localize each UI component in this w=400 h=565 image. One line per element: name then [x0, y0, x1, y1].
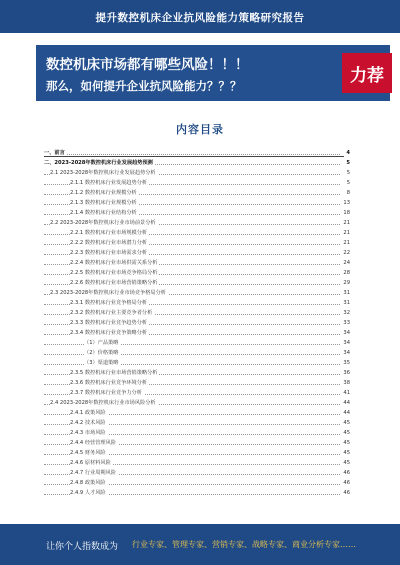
toc-page-number: 31 [343, 300, 350, 306]
toc-entry-text: 2.4.3 市场风险 [70, 430, 106, 436]
toc-page-number: 28 [343, 270, 350, 276]
toc-entry-text: 2.2.4 数控机床行业市场供需关系分析 [70, 260, 158, 266]
toc-page-number: 34 [343, 330, 350, 336]
toc-entry[interactable] [44, 368, 350, 378]
toc-page-number: 32 [343, 310, 350, 316]
toc-entry[interactable] [44, 208, 350, 218]
toc-entry-text: 2.3.3 数控机床行业竞争趋势分析 [70, 320, 148, 326]
toc-entry-text: 2.4 2023-2028年数控机床行业市场风险分析 [50, 400, 156, 406]
top-header-bar [0, 0, 400, 33]
toc-entry[interactable] [44, 478, 350, 488]
toc-page-number: 22 [343, 250, 350, 256]
toc-entry-text: 2.1.4 数控机床行业结构分析 [70, 210, 137, 216]
toc-entry[interactable] [44, 408, 350, 418]
toc-page-number: 45 [343, 460, 350, 466]
toc-entry-text: （2）价格策略 [84, 350, 119, 356]
toc-entry-text: （3）渠道策略 [84, 360, 119, 366]
toc-entry[interactable] [44, 268, 350, 278]
toc-entry-text: 2.1.2 数控机床行业规模分析 [70, 190, 137, 196]
report-title: 提升数控机床企业抗风险能力策略研究报告 [95, 12, 305, 24]
toc-entry[interactable] [44, 228, 350, 238]
toc-entry[interactable] [44, 468, 350, 478]
toc-entry-text: 2.2.5 数控机床行业市场竞争格局分析 [70, 270, 158, 276]
toc-entry[interactable] [44, 258, 350, 268]
toc-page-number: 34 [343, 350, 350, 356]
toc-entry-text: 2.4.6 原材料风险 [70, 460, 111, 466]
toc-page-number: 45 [343, 450, 350, 456]
toc-entry[interactable] [44, 218, 350, 228]
toc-entry[interactable] [44, 248, 350, 258]
toc-entry-text: 2.1.1 数控机床行业发展趋势分析 [70, 180, 148, 186]
toc-page-number: 35 [343, 360, 350, 366]
toc-entry-text: 2.1.3 数控机床行业规模分析 [70, 200, 137, 206]
toc-entry-text: 2.3.1 数控机床行业竞争格局分析 [70, 300, 148, 306]
toc-page-number: 21 [343, 230, 350, 236]
toc-page-number: 44 [343, 400, 350, 406]
toc-page-number: 5 [346, 160, 350, 166]
toc-entry-text: 2.2.3 数控机床行业市场需求分析 [70, 250, 148, 256]
toc-entry[interactable] [44, 448, 350, 458]
toc-entry-text: （1）产品策略 [84, 340, 119, 346]
toc-entry-text: 2.4.4 经营管理风险 [70, 440, 116, 446]
footer-slogan: 让你个人指数成为 [46, 542, 119, 552]
toc-entry-text: 2.2.2 数控机床行业市场潜力分析 [70, 240, 148, 246]
toc-page-number: 45 [343, 430, 350, 436]
toc-entry-text: 2.4.5 财务风险 [70, 450, 106, 456]
toc-page-number: 5 [346, 170, 350, 176]
toc-entry[interactable] [44, 238, 350, 248]
toc-entry[interactable] [44, 168, 350, 178]
toc-entry[interactable] [44, 188, 350, 198]
toc-entry[interactable] [44, 358, 350, 368]
toc-entry-text: 2.4.1 政策风险 [70, 410, 106, 416]
toc-page-number: 41 [343, 390, 350, 396]
toc-entry-text: 2.3.2 数控机床行业主要竞争者分析 [70, 310, 153, 316]
toc-entry-text: 2.3.5 数控机床行业市场营销策略分析 [70, 370, 158, 376]
toc-page-number: 38 [343, 380, 350, 386]
toc-entry-text: 一、前言 [44, 150, 65, 156]
toc-entry[interactable] [44, 308, 350, 318]
toc-page-number: 33 [343, 320, 350, 326]
toc-page-number: 34 [343, 340, 350, 346]
toc-entry-text: 2.3.7 数控机床行业竞争力分析 [70, 390, 142, 396]
toc-entry-text: 2.3.4 数控机床行业竞争策略分析 [70, 330, 148, 336]
toc-entry[interactable] [44, 158, 350, 168]
toc-page-number: 21 [343, 240, 350, 246]
toc-entry-text: 二、2023-2028年数控机床行业发展趋势预测 [44, 160, 153, 166]
toc-entry[interactable] [44, 458, 350, 468]
toc-page-number: 31 [343, 290, 350, 296]
toc-dot-leader [44, 154, 340, 155]
toc-entry[interactable] [44, 298, 350, 308]
toc-page-number: 36 [343, 370, 350, 376]
toc-entry[interactable] [44, 338, 350, 348]
promo-banner [36, 45, 390, 101]
toc-entry-text: 2.1 2023-2028年数控机床行业发展趋势分析 [50, 170, 156, 176]
toc-entry-text: 2.4.7 行业周期风险 [70, 470, 116, 476]
toc-entry-text: 2.2 2023-2028年数控机床行业市场前景分析 [50, 220, 156, 226]
toc-page-number: 24 [343, 260, 350, 266]
toc-entry[interactable] [44, 388, 350, 398]
toc-entry[interactable] [44, 318, 350, 328]
footer-expert-list: 行业专家、管理专家、营销专家、战略专家、商业分析专家…… [132, 540, 356, 549]
toc-entry[interactable] [44, 428, 350, 438]
toc-entry[interactable] [44, 328, 350, 338]
toc-entry[interactable] [44, 418, 350, 428]
toc-entry-text: 2.4.2 技术风险 [70, 420, 106, 426]
toc-page-number: 46 [343, 470, 350, 476]
toc-page-number: 44 [343, 410, 350, 416]
toc-page-number: 18 [343, 210, 350, 216]
recommend-badge: 力荐 [342, 53, 392, 93]
toc-entry[interactable] [44, 198, 350, 208]
toc-page-number: 46 [343, 490, 350, 496]
toc-page-number: 21 [343, 220, 350, 226]
toc-entry[interactable] [44, 178, 350, 188]
toc-page-number: 45 [343, 440, 350, 446]
toc-entry-text: 2.3 2023-2028年数控机床行业市场竞争格局分析 [50, 290, 166, 296]
toc-entry[interactable] [44, 398, 350, 408]
toc-entry-text: 2.4.9 人才风险 [70, 490, 106, 496]
toc-entry-text: 2.3.6 数控机床行业竞争环境分析 [70, 380, 148, 386]
toc-entry[interactable] [44, 378, 350, 388]
toc-entry-text: 2.4.8 政策风险 [70, 480, 106, 486]
toc-page-number: 13 [343, 200, 350, 206]
footer-bar [0, 524, 400, 565]
toc-page-number: 8 [346, 190, 350, 196]
toc-page-number: 29 [343, 280, 350, 286]
toc-page-number: 4 [346, 150, 350, 156]
toc-entry[interactable] [44, 438, 350, 448]
banner-subheadline: 那么，如何提升企业抗风险能力？？？ [46, 79, 242, 93]
toc-entry[interactable] [44, 488, 350, 498]
toc-page-number: 45 [343, 420, 350, 426]
toc-entry[interactable] [44, 148, 350, 158]
toc-entry[interactable] [44, 278, 350, 288]
table-of-contents [44, 148, 350, 498]
toc-entry[interactable] [44, 348, 350, 358]
banner-headline: 数控机床市场都有哪些风险！！！ [46, 57, 249, 73]
toc-page-number: 46 [343, 480, 350, 486]
toc-page-number: 5 [346, 180, 350, 186]
toc-entry-text: 2.2.1 数控机床行业市场规模分析 [70, 230, 148, 236]
toc-entry-text: 2.2.6 数控机床行业市场营销策略分析 [70, 280, 158, 286]
toc-entry[interactable] [44, 288, 350, 298]
toc-heading: 内容目录 [176, 123, 224, 136]
